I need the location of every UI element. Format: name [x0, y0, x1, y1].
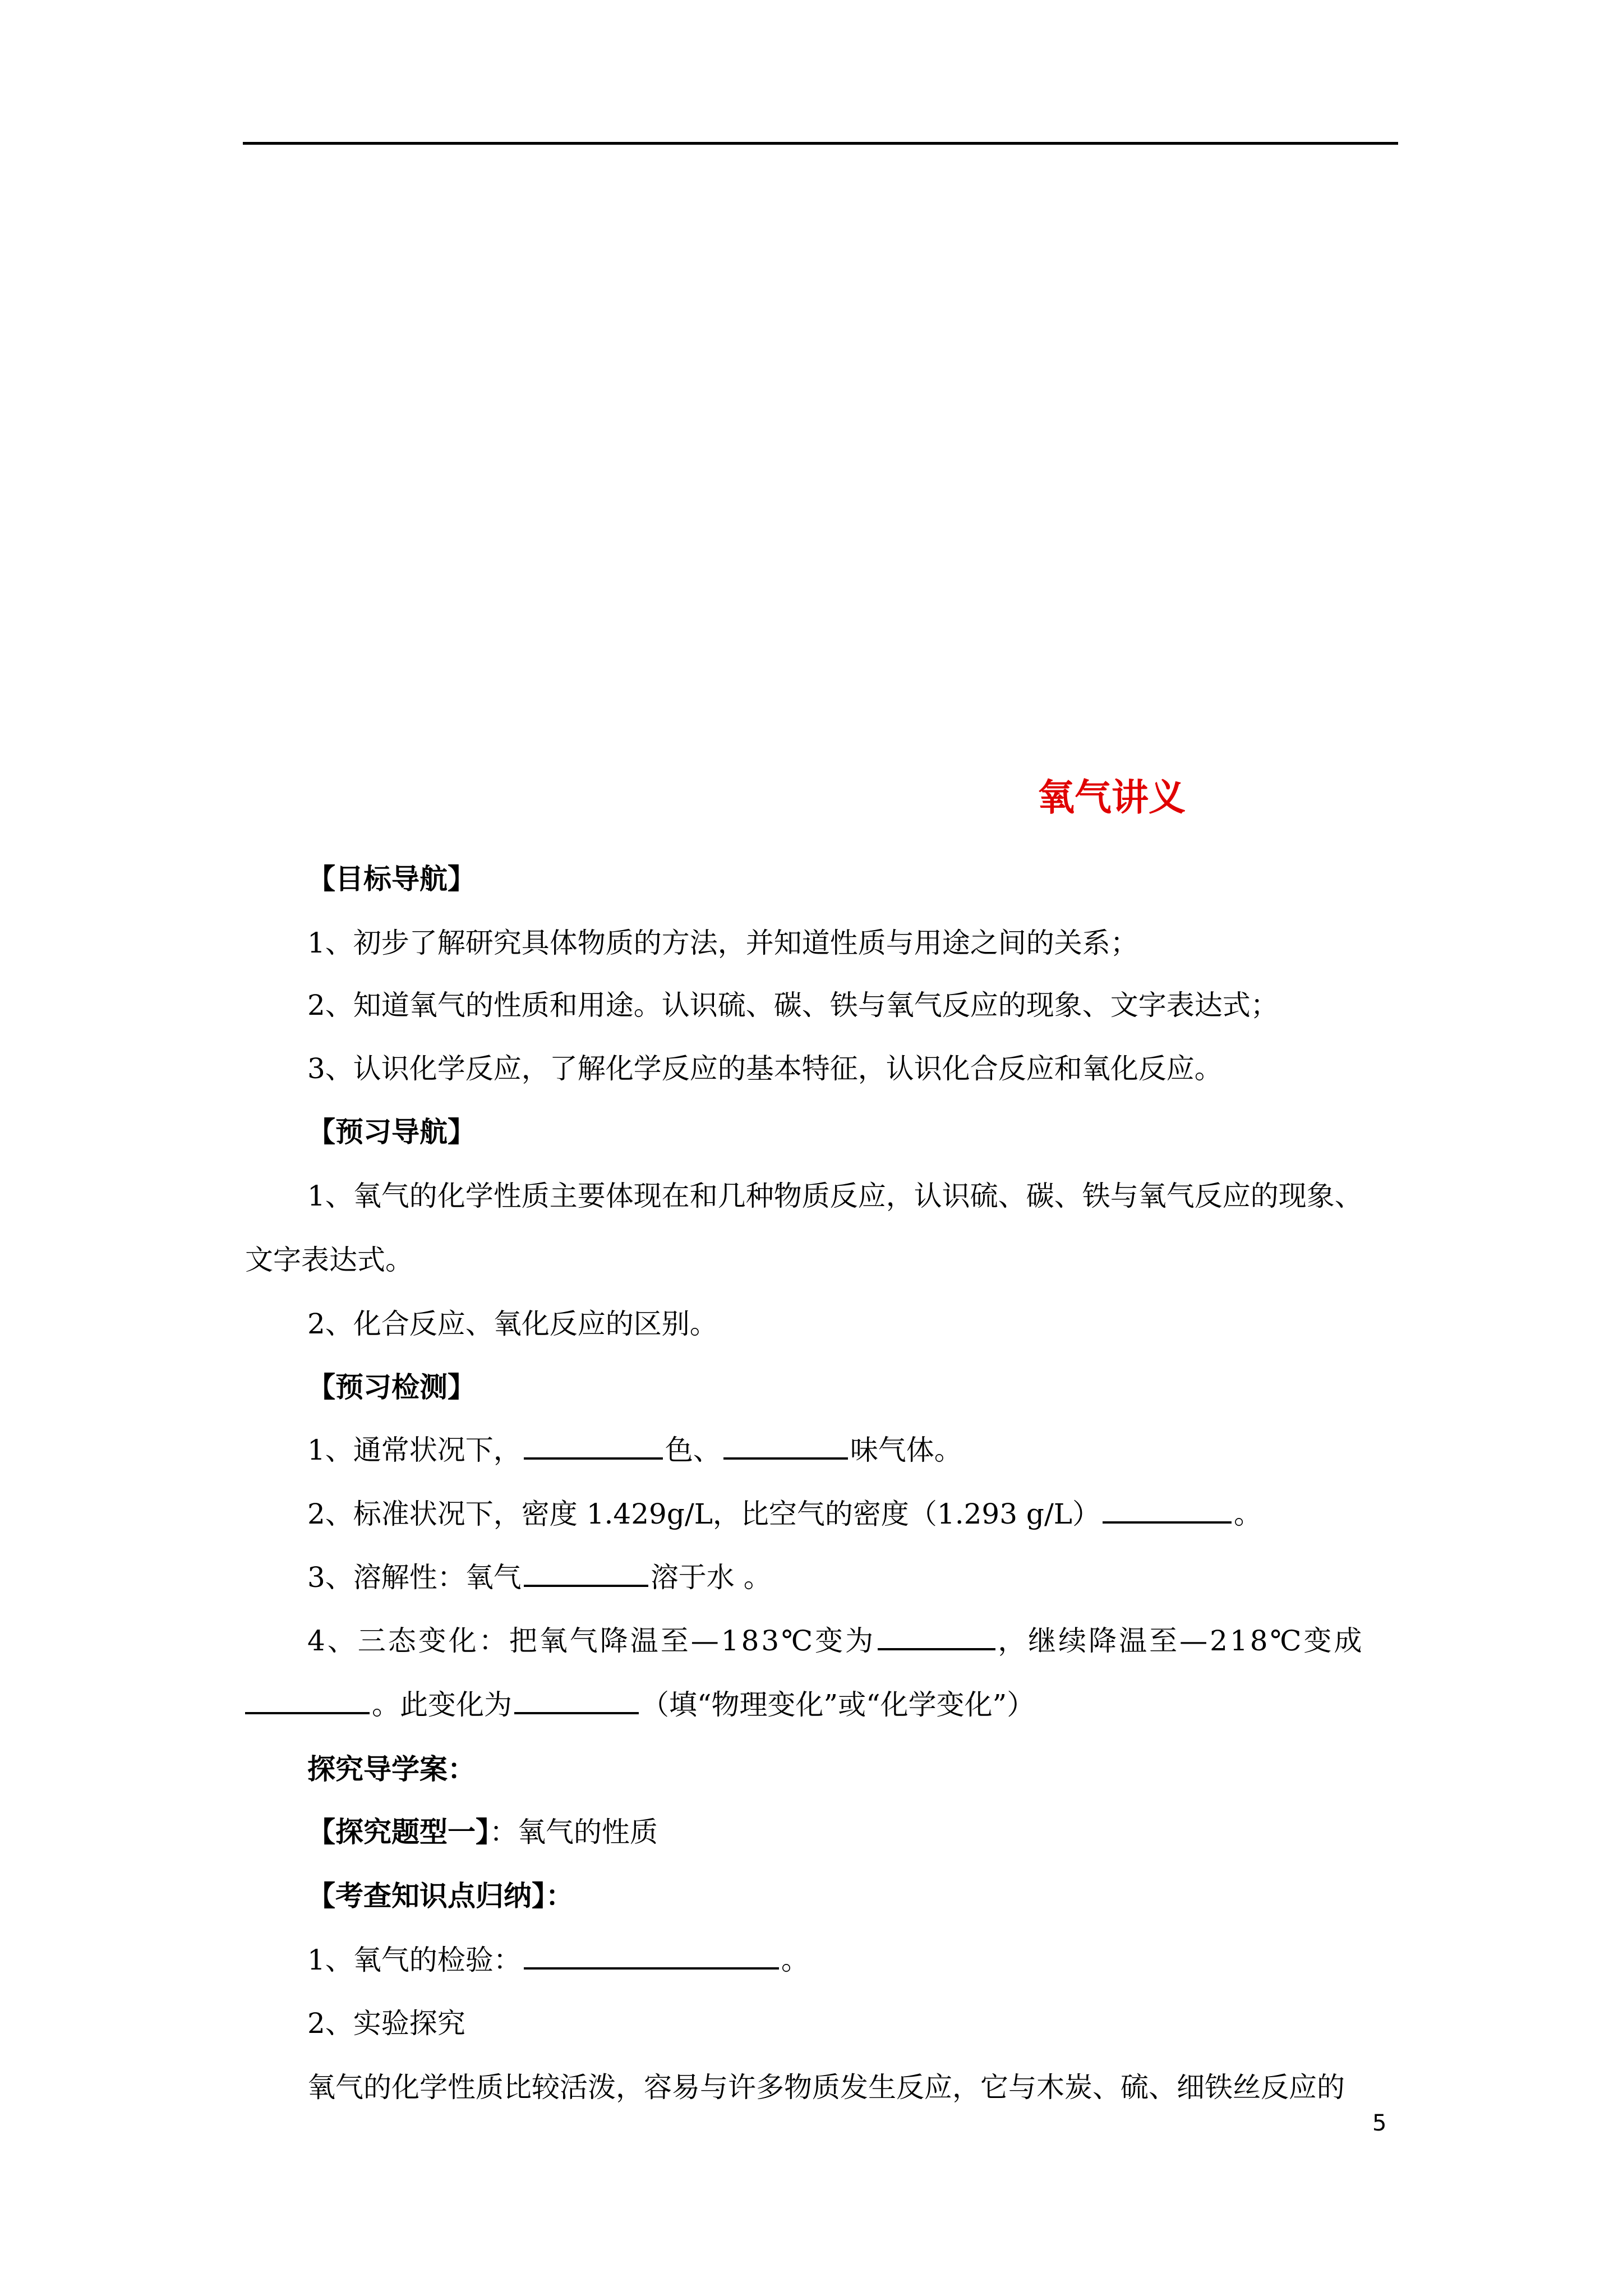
- knowledge-heading: 【考查知识点归纳】: [307, 1879, 546, 1912]
- check-2-text-b: 。: [1234, 1498, 1262, 1530]
- knowledge-1-text-a: 1、氧气的检验：: [307, 1944, 522, 1976]
- fill-blank[interactable]: [1103, 1492, 1232, 1524]
- check-1-text-a: 1、通常状况下，: [307, 1434, 522, 1466]
- goal-item-3: 3、认识化学反应，了解化学反应的基本特征，认识化合反应和氧化反应。: [307, 1052, 1223, 1085]
- goal-item-2: 2、知道氧气的性质和用途。认识硫、碳、铁与氧气反应的现象、文字表达式；: [307, 989, 1279, 1022]
- goal-item-1: 1、初步了解研究具体物质的方法，并知道性质与用途之间的关系；: [307, 927, 1138, 959]
- page-number: 5: [1372, 2110, 1387, 2136]
- check-2-text-a: 2、标准状况下，密度 1.429g/L，比空气的密度（1.293 g/L）: [307, 1498, 1100, 1530]
- knowledge-heading-line: [307, 1874, 574, 1918]
- body-paragraph-line: 氧气的化学性质比较活泼，容易与许多物质发生反应，它与木炭、硫、细铁丝反应的: [307, 2071, 1345, 2104]
- knowledge-item-2: 2、实验探究: [307, 2007, 465, 2040]
- fill-blank[interactable]: [524, 1556, 648, 1587]
- explore-type-label: 【探究题型一】: [307, 1815, 490, 1848]
- check-3-text-b: 溶于水 。: [650, 1561, 772, 1594]
- goal-heading: 【目标导航】: [307, 862, 476, 895]
- fill-blank[interactable]: [878, 1619, 995, 1650]
- check-item-4: [307, 1618, 1364, 1663]
- check-3-text-a: 3、溶解性：氧气: [307, 1561, 522, 1594]
- check-1-text-b: 色、: [665, 1434, 721, 1466]
- fill-blank[interactable]: [524, 1938, 779, 1970]
- explore-heading: 探究导学案：: [307, 1752, 476, 1786]
- knowledge-1-text-b: 。: [781, 1944, 809, 1976]
- preview-heading: 【预习导航】: [307, 1115, 476, 1148]
- check-item-1: [307, 1428, 962, 1473]
- check-4b-text-b: （填“物理变化”或“化学变化”）: [641, 1688, 1035, 1721]
- check-heading: 【预习检测】: [307, 1370, 476, 1404]
- check-item-2: [307, 1492, 1262, 1536]
- preview-item-1-continued: 文字表达式。: [245, 1244, 413, 1276]
- fill-blank[interactable]: [514, 1683, 639, 1714]
- explore-type-line: [307, 1810, 658, 1855]
- check-4-text-b: ，继续降温至—218℃变成: [998, 1625, 1364, 1657]
- knowledge-item-1: [307, 1938, 809, 1982]
- fill-blank[interactable]: [723, 1428, 848, 1460]
- preview-item-2: 2、化合反应、氧化反应的区别。: [307, 1308, 718, 1340]
- check-1-text-c: 味气体。: [850, 1434, 962, 1466]
- check-4-text-a: 4、三态变化：把氧气降温至—183℃变为: [307, 1625, 876, 1657]
- document-title: 氧气讲义: [1038, 776, 1186, 819]
- preview-item-1: 1、氧气的化学性质主要体现在和几种物质反应，认识硫、碳、铁与氧气反应的现象、: [307, 1180, 1363, 1212]
- fill-blank[interactable]: [524, 1428, 663, 1460]
- check-item-3: [307, 1555, 772, 1600]
- explore-type-text: ：氧气的性质: [490, 1816, 658, 1848]
- knowledge-heading-colon: ：: [546, 1879, 574, 1912]
- header-rule: [243, 142, 1398, 145]
- check-4b-text-a: 。此变化为: [372, 1688, 512, 1721]
- fill-blank[interactable]: [245, 1683, 370, 1714]
- check-item-4-continued: [245, 1682, 1035, 1727]
